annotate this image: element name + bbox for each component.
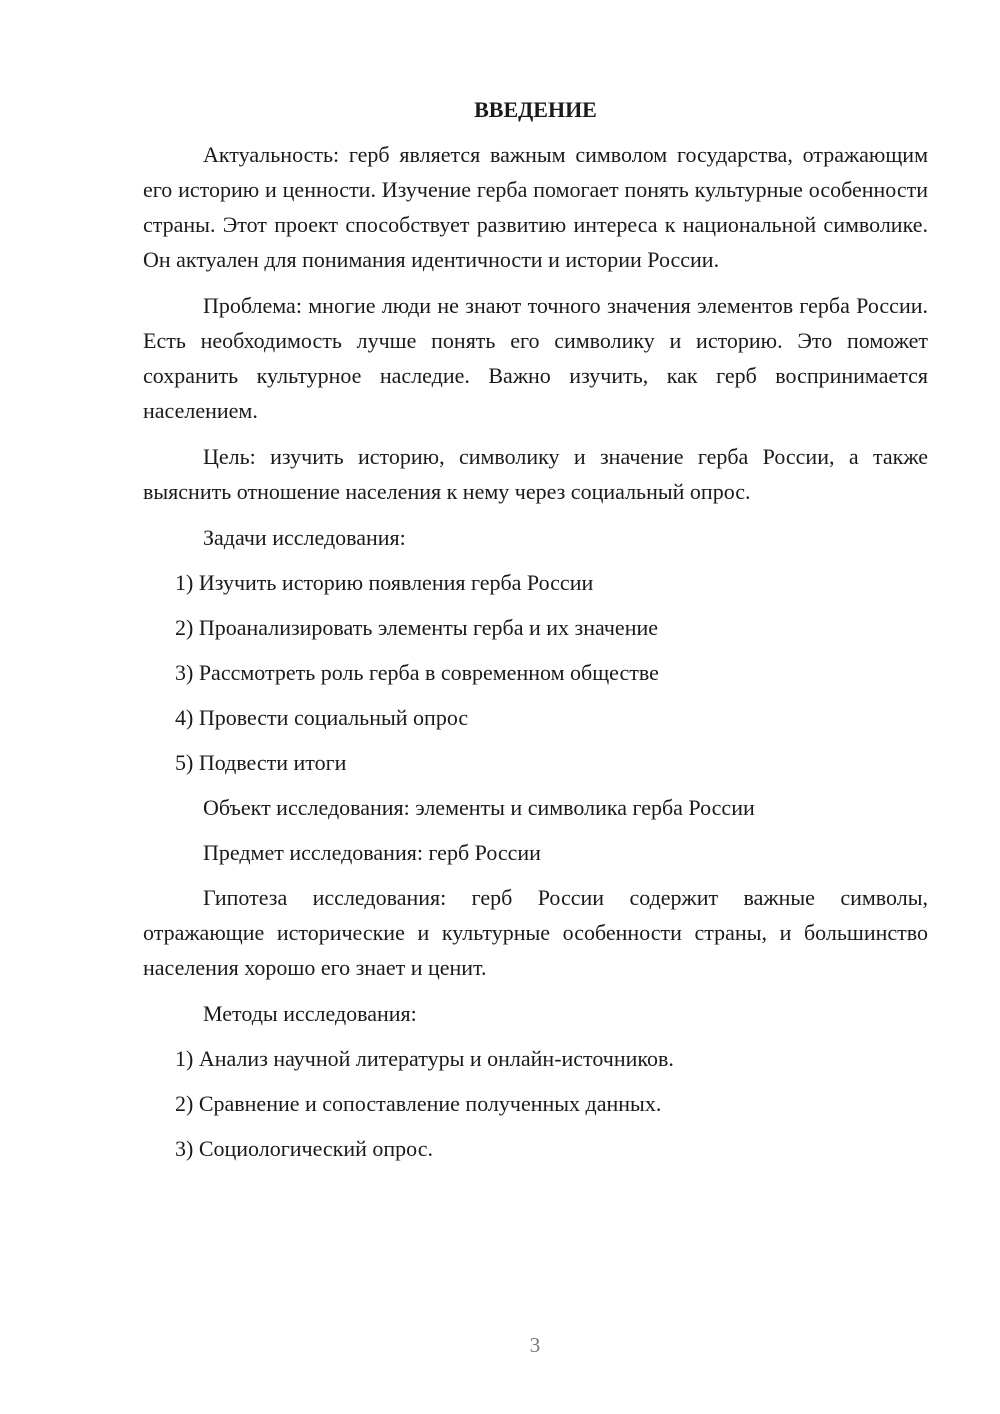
goal-paragraph: Цель: изучить историю, символику и значение герба России, а также выяснить отношение населения к нему через социальный опрос.	[143, 444, 928, 504]
hypothesis-paragraph: Гипотеза исследования: герб России содержит важные символы, отражающие исторические и культурные особенности страны, и большинство населения хорошо его знает и ценит.	[143, 885, 928, 980]
task-item: 4) Провести социальный опрос	[175, 705, 469, 730]
method-item: 1) Анализ научной литературы и онлайн-источников.	[175, 1046, 674, 1071]
object-line: Объект исследования: элементы и символика герба России	[203, 795, 755, 820]
methods-heading: Методы исследования:	[203, 1001, 417, 1026]
task-item: 1) Изучить историю появления герба России	[175, 570, 594, 595]
relevance-paragraph: Актуальность: герб является важным символом государства, отражающим его историю и ценности. Изучение герба помогает понять культурные особенности страны. Этот проект способствует развитию интереса к национальной символике. Он актуален для понимания идентичности и истории России.	[143, 142, 928, 272]
task-item: 5) Подвести итоги	[175, 750, 347, 775]
method-item: 3) Социологический опрос.	[175, 1136, 433, 1161]
task-item: 3) Рассмотреть роль герба в современном обществе	[175, 660, 659, 685]
task-item: 2) Проанализировать элементы герба и их значение	[175, 615, 659, 640]
tasks-heading: Задачи исследования:	[203, 525, 406, 550]
subject-line: Предмет исследования: герб России	[203, 840, 541, 865]
problem-paragraph: Проблема: многие люди не знают точного значения элементов герба России. Есть необходимость лучше понять его символику и историю. Это поможет сохранить культурное наследие. Важно изучить, как герб воспринимается населением.	[143, 293, 928, 423]
document-body	[143, 92, 928, 1176]
page-number: 3	[529, 1333, 541, 1357]
method-item: 2) Сравнение и сопоставление полученных данных.	[175, 1091, 662, 1116]
section-title: ВВЕДЕНИЕ	[474, 97, 597, 122]
